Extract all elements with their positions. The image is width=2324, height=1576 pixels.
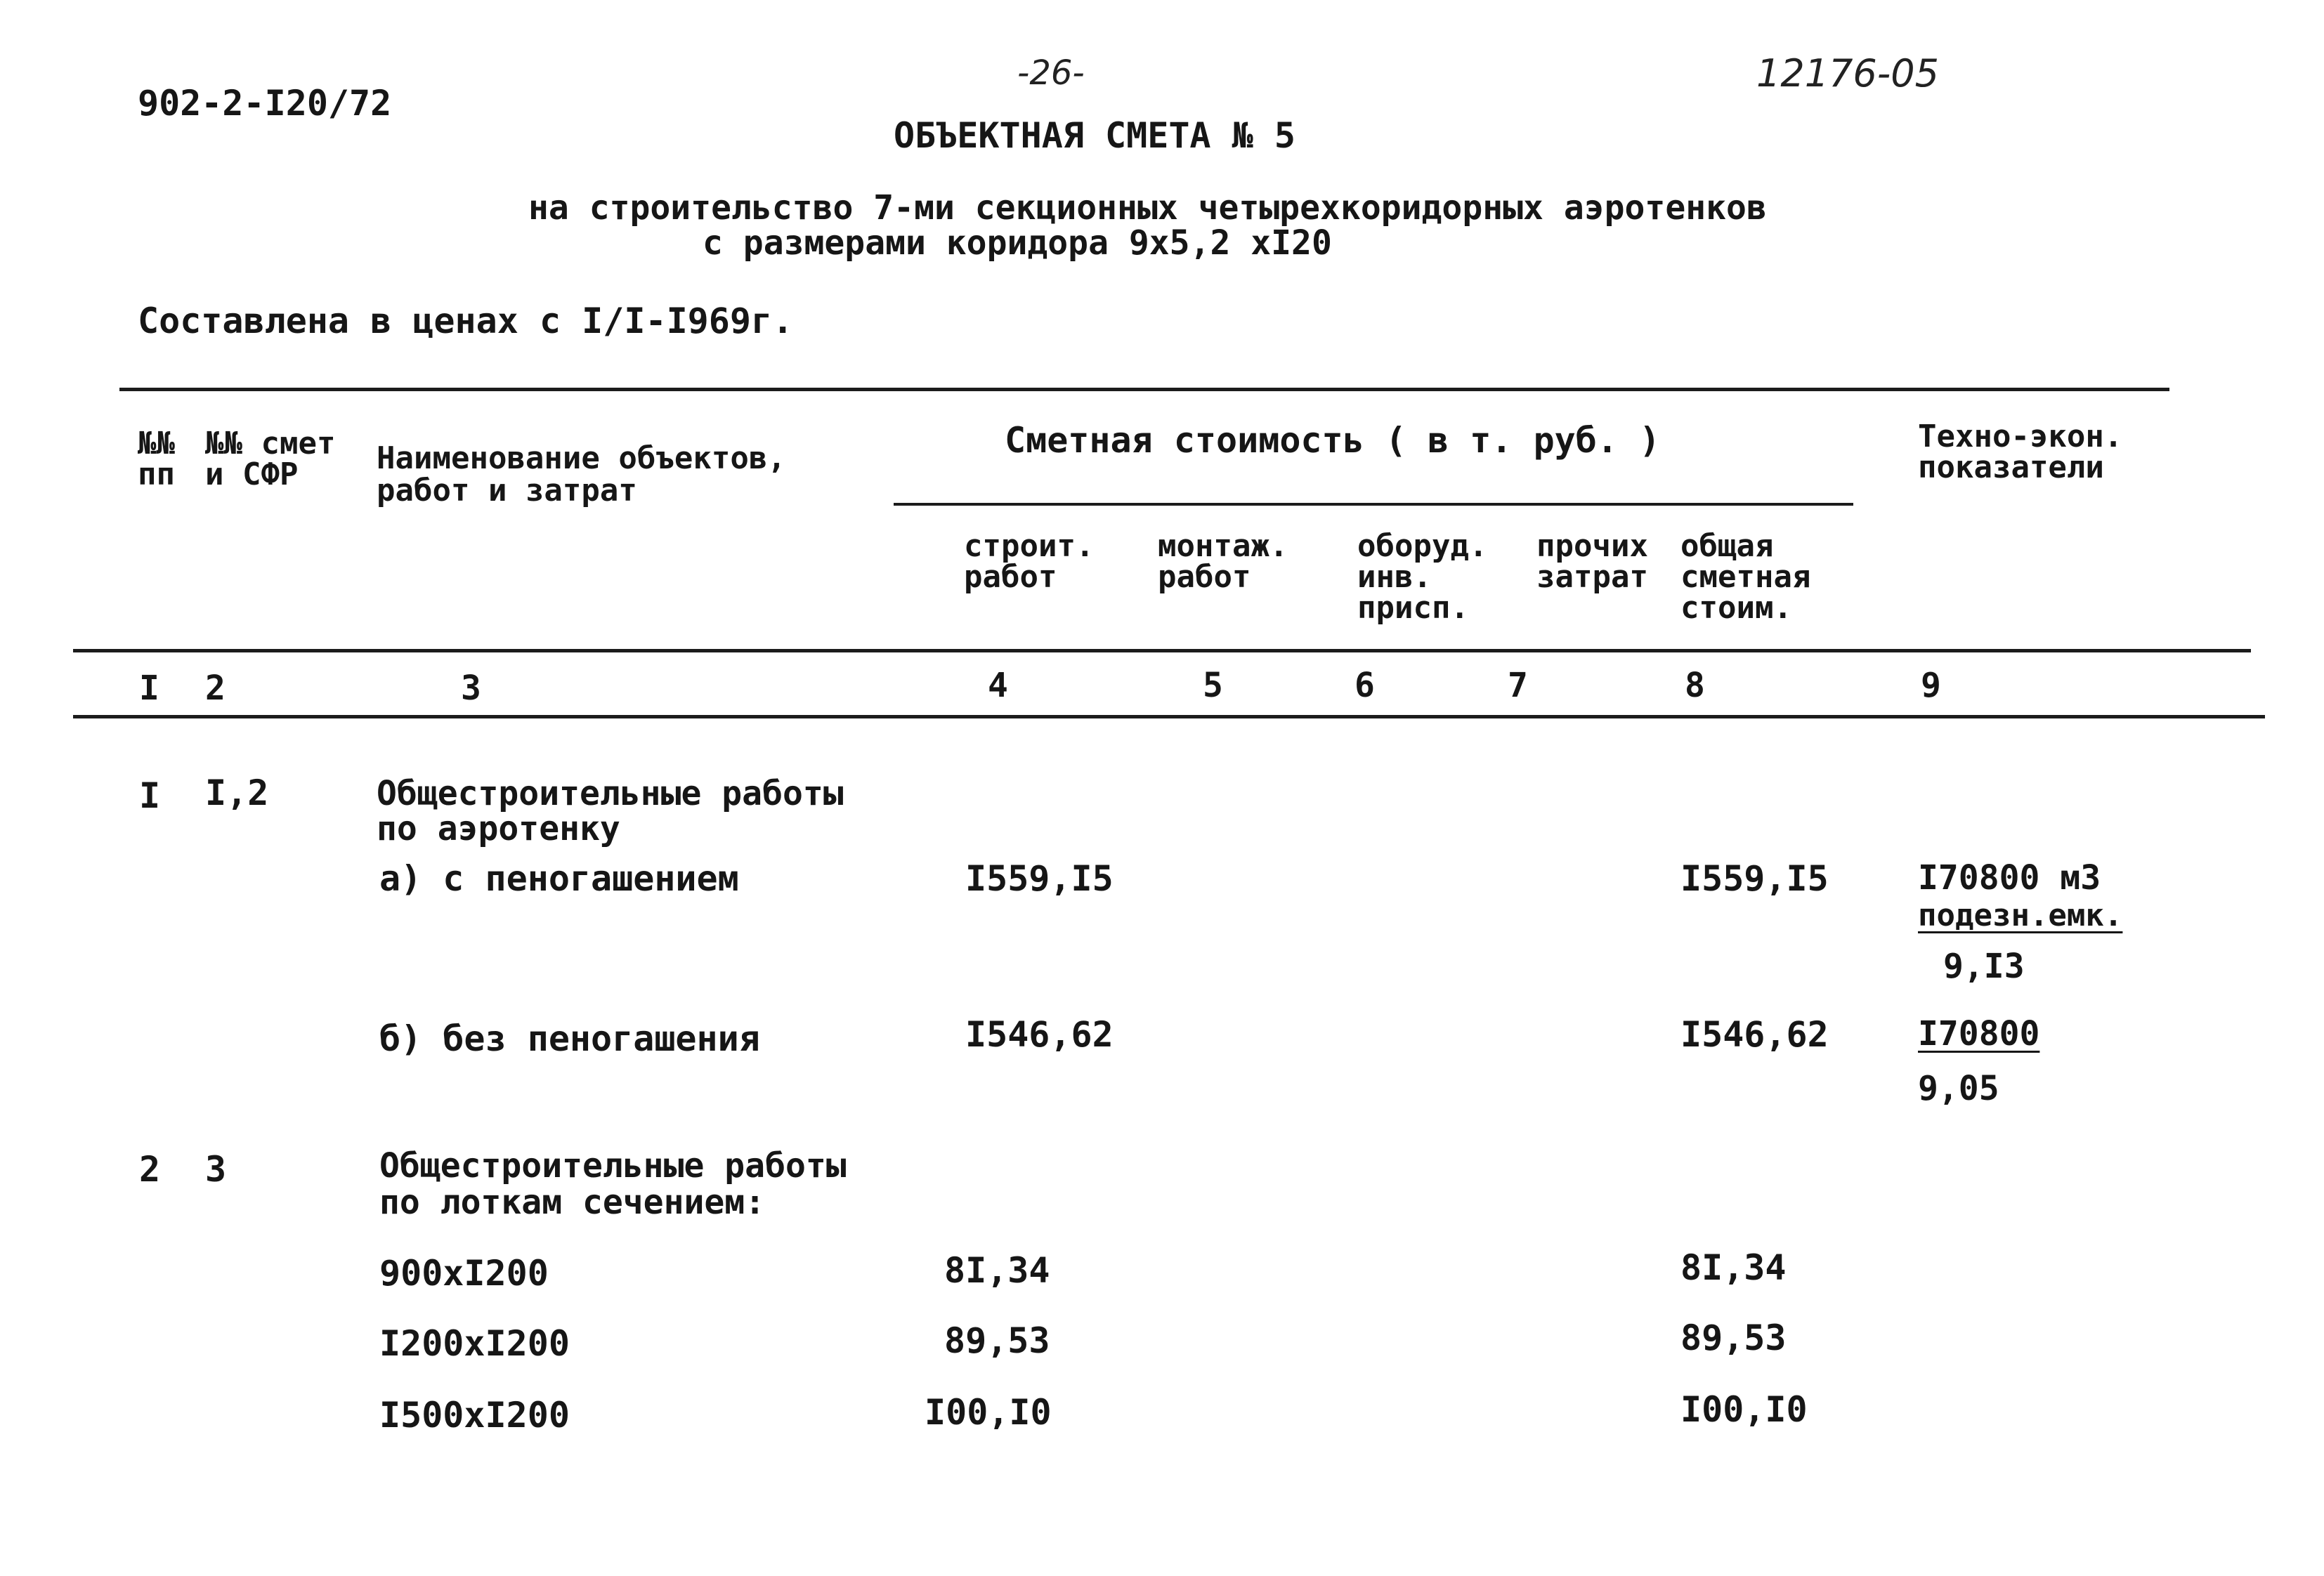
- row-1a-build-cost: I559,I5: [965, 858, 1114, 899]
- row-1-name-line-1: Общестроительные работы: [377, 774, 844, 813]
- row-2-item-3-build-cost: I00,I0: [925, 1392, 1052, 1433]
- header-build-text: строит. работ: [964, 528, 1095, 595]
- prices-note: Составлена в ценах с I/I-I969г.: [138, 301, 794, 341]
- header-bottom-rule: [73, 649, 2251, 652]
- header-estimate-number: [205, 428, 346, 490]
- row-2-item-1-name: 900хI200: [379, 1253, 549, 1294]
- page-number: -26-: [1017, 53, 1085, 93]
- row-1b-tech-volume: I70800: [1918, 1014, 2040, 1053]
- document-title: ОБЪЕКТНАЯ СМЕТА № 5: [894, 115, 1295, 156]
- row-2-item-3-total-cost: I00,I0: [1680, 1389, 1808, 1430]
- row-1-name-line-2: по аэротенку: [377, 809, 620, 848]
- column-number-8: 8: [1685, 666, 1705, 705]
- subtitle-line-2: с размерами коридора 9х5,2 хI20: [703, 223, 1332, 263]
- column-numbers-rule: [73, 715, 2265, 718]
- row-2-item-2-total-cost: 89,53: [1680, 1318, 1787, 1358]
- row-1-number: I: [139, 775, 161, 816]
- row-2-name-line-2: по лоткам сечением:: [379, 1183, 766, 1222]
- column-number-1: I: [139, 669, 159, 708]
- row-1a-tech-unit: подезн.емк.: [1918, 898, 2123, 933]
- header-name: [377, 442, 882, 507]
- header-tech-econ-text: Техно-экон. показатели: [1918, 419, 2123, 485]
- row-2-item-1-build-cost: 8I,34: [944, 1250, 1050, 1291]
- header-name-text: Наименование объектов, работ и затрат: [377, 440, 786, 509]
- archive-number: 12176-05: [1756, 51, 1939, 96]
- column-number-3: 3: [461, 669, 481, 708]
- header-install-text: монтаж. работ: [1158, 528, 1288, 595]
- row-1a-tech-volume: I70800 м3: [1918, 858, 2101, 898]
- row-1a-total-cost: I559,I5: [1680, 858, 1829, 899]
- column-number-7: 7: [1508, 666, 1528, 705]
- header-row-number: [138, 428, 201, 490]
- row-1b-build-cost: I546,62: [965, 1014, 1114, 1055]
- row-1b-name: б) без пеногашения: [379, 1018, 760, 1059]
- column-number-2: 2: [205, 669, 226, 708]
- header-row-number-text: №№ пп: [138, 426, 175, 492]
- header-equipment-text: оборуд. инв. присп.: [1357, 528, 1488, 626]
- row-1-estimate: I,2: [205, 773, 269, 813]
- column-number-9: 9: [1921, 666, 1941, 705]
- header-other: [1508, 528, 1648, 595]
- header-tech-econ: [1918, 421, 2178, 483]
- document-code: 902-2-I20/72: [138, 83, 392, 124]
- header-equipment: [1357, 528, 1526, 626]
- header-cost-group: Сметная стоимость ( в т. руб. ): [1005, 420, 1661, 461]
- header-install: [1158, 528, 1319, 595]
- row-2-item-2-build-cost: 89,53: [944, 1320, 1050, 1361]
- header-other-text: прочих затрат: [1536, 528, 1648, 595]
- row-1b-tech-ratio: 9,05: [1918, 1069, 1999, 1108]
- cost-group-rule: [894, 503, 1853, 506]
- row-1a-name: а) с пеногашением: [379, 858, 739, 899]
- header-estimate-number-text: №№ смет и СФР: [205, 426, 336, 492]
- row-2-item-1-total-cost: 8I,34: [1680, 1247, 1787, 1288]
- row-2-name-line-1: Общестроительные работы: [379, 1146, 847, 1186]
- column-number-5: 5: [1203, 666, 1223, 705]
- row-2-item-3-name: I500хI200: [379, 1395, 570, 1436]
- subtitle-line-1: на строительство 7-ми секционных четырехкоридорных аэротенков: [528, 188, 1767, 228]
- header-build: [964, 528, 1125, 595]
- row-2-number: 2: [139, 1149, 161, 1190]
- column-number-4: 4: [988, 666, 1008, 705]
- header-total: [1680, 528, 1856, 626]
- row-1b-total-cost: I546,62: [1680, 1014, 1829, 1055]
- column-number-6: 6: [1354, 666, 1375, 705]
- header-total-text: общая сметная стоим.: [1680, 528, 1811, 626]
- row-2-estimate: 3: [205, 1149, 227, 1190]
- row-2-item-2-name: I200хI200: [379, 1323, 570, 1364]
- table-top-rule: [119, 388, 2169, 391]
- row-1a-tech-ratio: 9,I3: [1943, 947, 2025, 986]
